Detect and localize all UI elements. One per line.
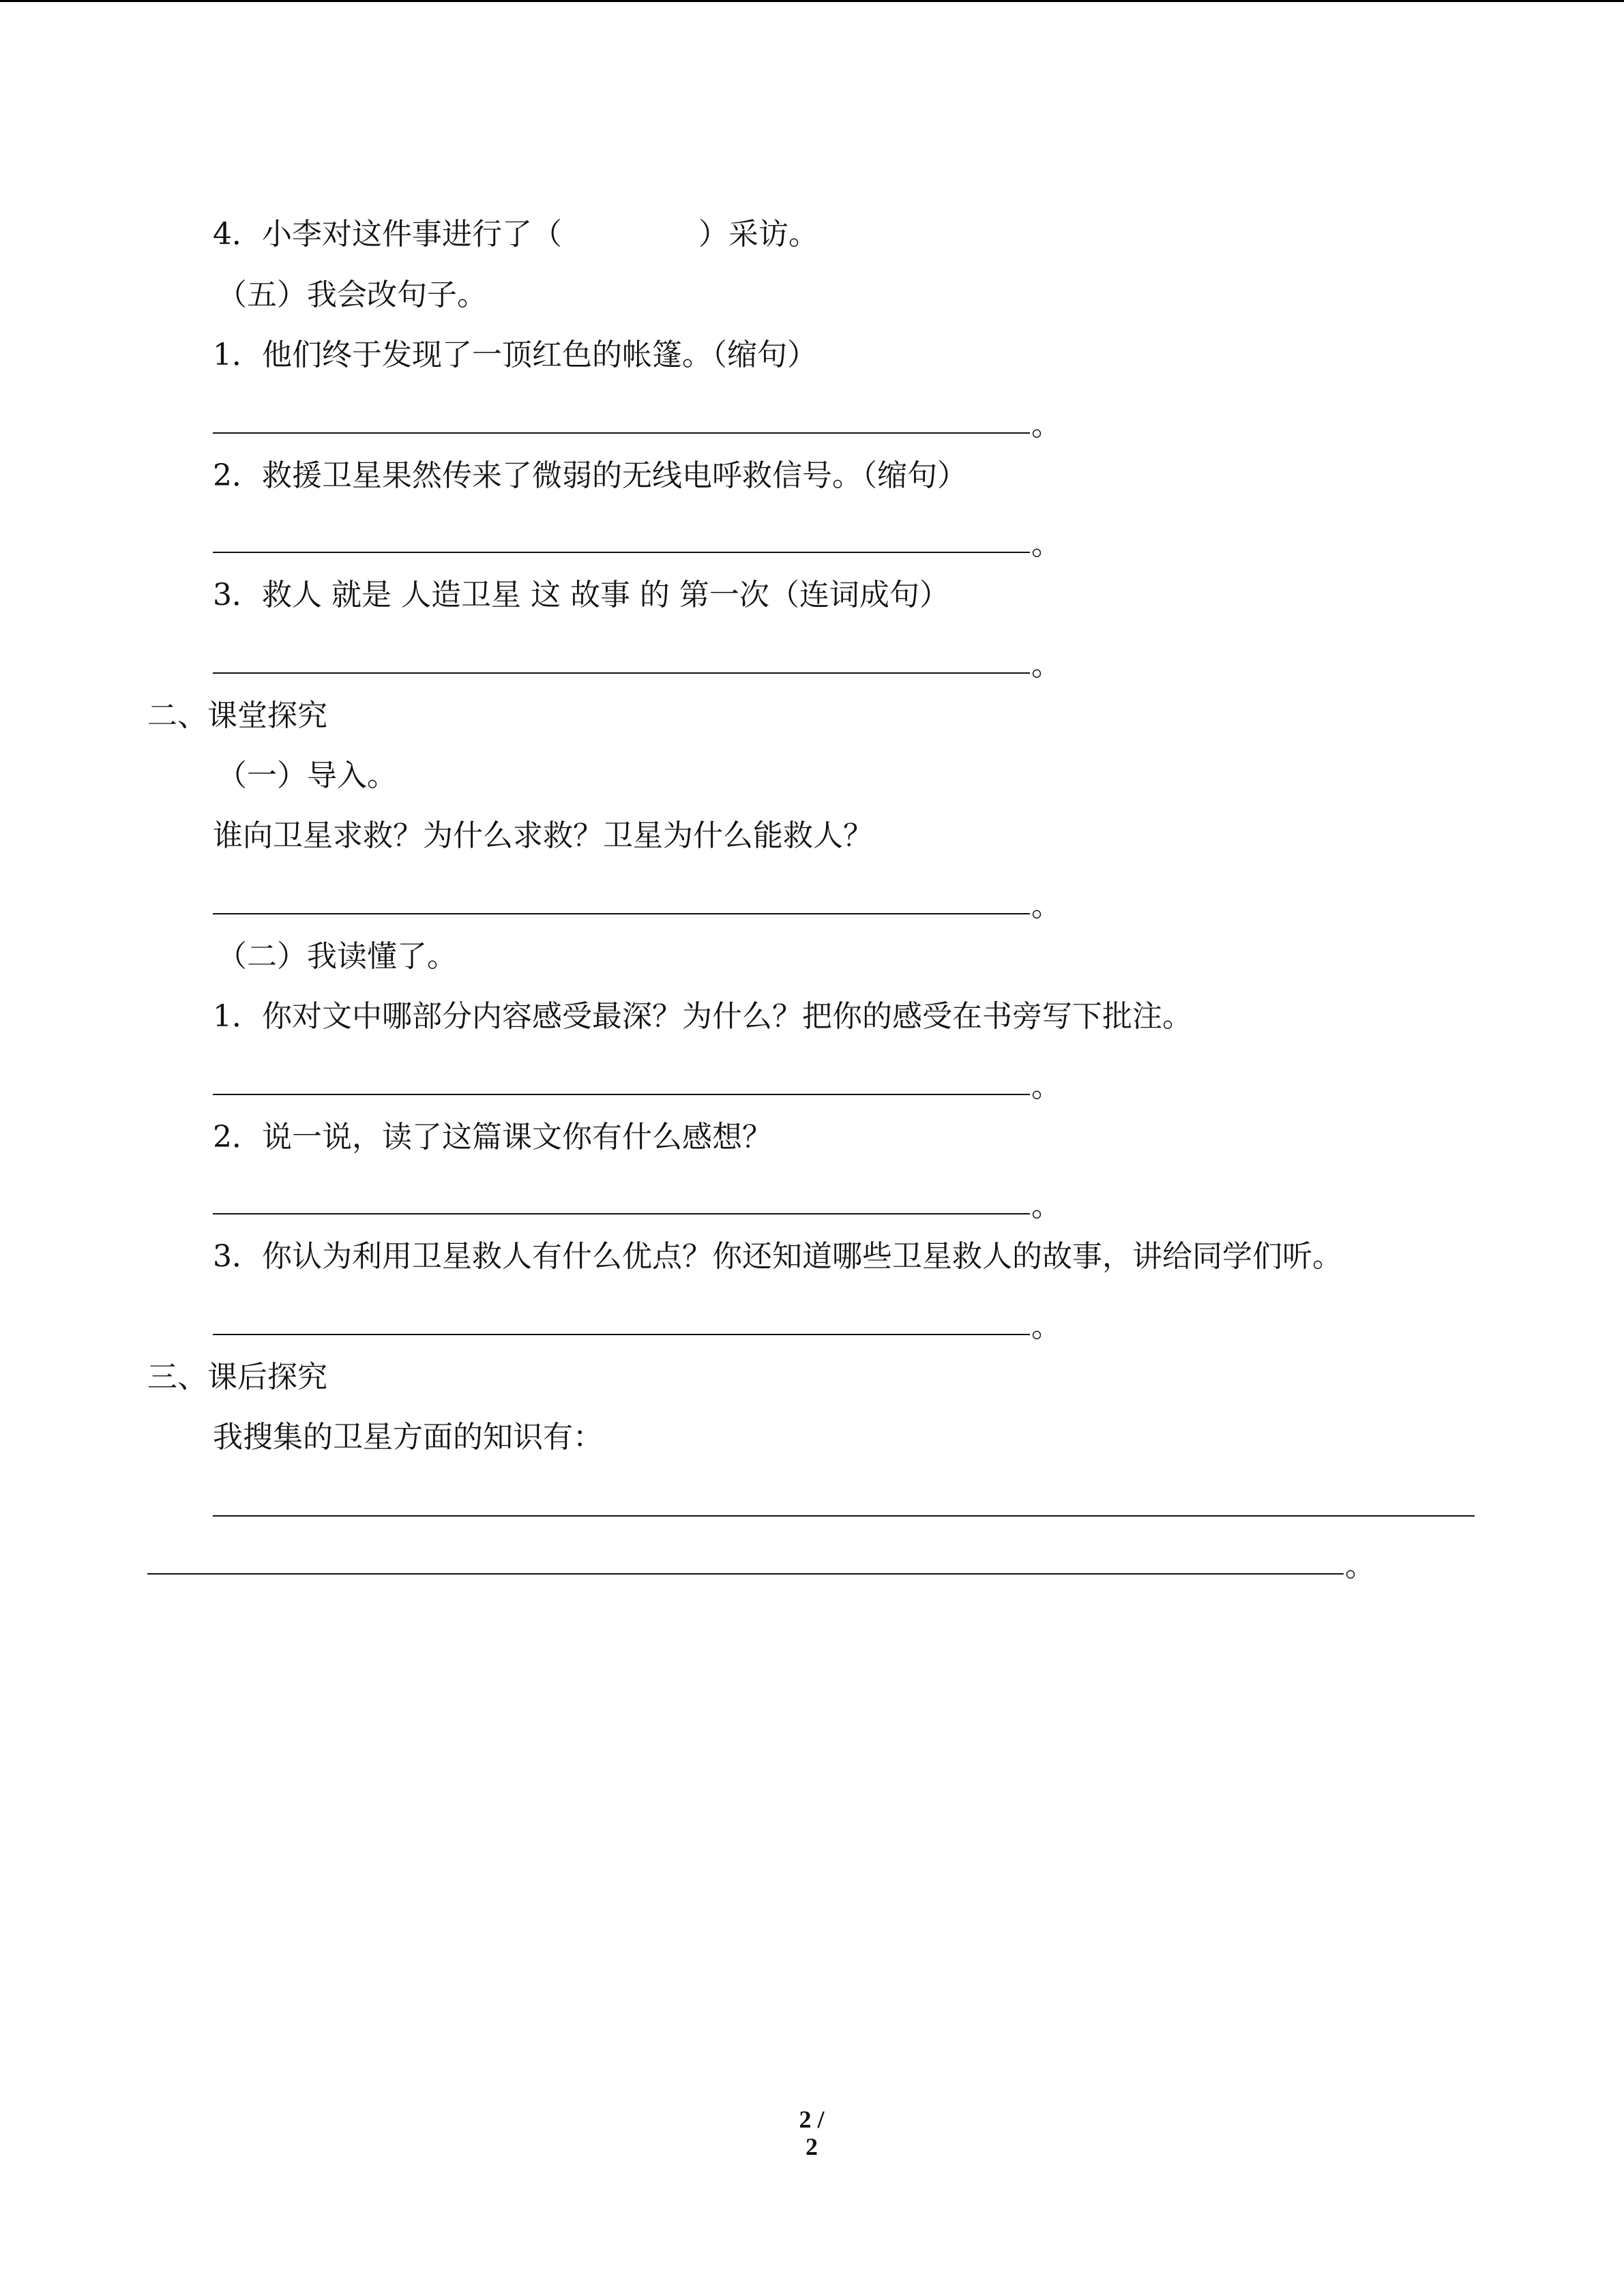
answer-line[interactable] — [213, 1515, 1475, 1517]
answer-line[interactable] — [147, 1573, 1344, 1575]
answer-line[interactable] — [213, 1213, 1030, 1214]
section-2-question-1: 1．你对文中哪部分内容感受最深？为什么？把你的感受在书旁写下批注。 — [213, 999, 1192, 1034]
question-4 — [213, 215, 818, 254]
period-mark: 。 — [1345, 1549, 1375, 1583]
section-2-title: 二、课堂探究 — [147, 698, 327, 733]
section-2-question-2: 2．说一说，读了这篇课文你有什么感想？ — [213, 1120, 772, 1154]
period-mark: 。 — [1031, 648, 1061, 683]
answer-line[interactable] — [213, 432, 1030, 434]
period-mark: 。 — [1031, 889, 1061, 923]
answer-line[interactable] — [213, 672, 1030, 674]
answer-line[interactable] — [213, 552, 1030, 553]
answer-line[interactable] — [213, 1094, 1030, 1095]
period-mark: 。 — [1031, 408, 1061, 443]
answer-line[interactable] — [213, 1334, 1030, 1335]
section-2-intro-question: 谁向卫星求救？为什么求救？卫星为什么能救人？ — [213, 818, 873, 853]
section-2-read-title: （二）我读懂了。 — [217, 939, 457, 974]
question-4-prefix: 4．小李对这件事进行了（ — [213, 217, 562, 252]
section-2-intro-title: （一）导入。 — [217, 758, 397, 793]
answer-line[interactable] — [213, 913, 1030, 914]
period-mark: 。 — [1031, 1309, 1061, 1344]
section-3-prompt: 我搜集的卫星方面的知识有： — [213, 1420, 603, 1455]
section-2-question-3: 3．你认为利用卫星救人有什么优点？你还知道哪些卫星救人的故事，讲给同学们听。 — [213, 1239, 1342, 1274]
section-5-question-3: 3．救人 就是 人造卫星 这 故事 的 第一次（连词成句） — [213, 578, 949, 612]
section-3-title: 三、课后探究 — [147, 1360, 327, 1395]
period-mark: 。 — [1031, 1189, 1061, 1223]
question-4-suffix: ）采访。 — [698, 217, 818, 252]
page-top-border — [0, 0, 1624, 2]
page-number: 2 / 2 — [799, 2106, 825, 2160]
section-5-title: （五）我会改句子。 — [217, 278, 487, 312]
period-mark: 。 — [1031, 1069, 1061, 1104]
section-5-question-1: 1．他们终于发现了一顶红色的帐篷。（缩句） — [213, 338, 817, 372]
section-5-question-2: 2．救援卫星果然传来了微弱的无线电呼救信号。（缩句） — [213, 458, 967, 493]
period-mark: 。 — [1031, 527, 1061, 562]
